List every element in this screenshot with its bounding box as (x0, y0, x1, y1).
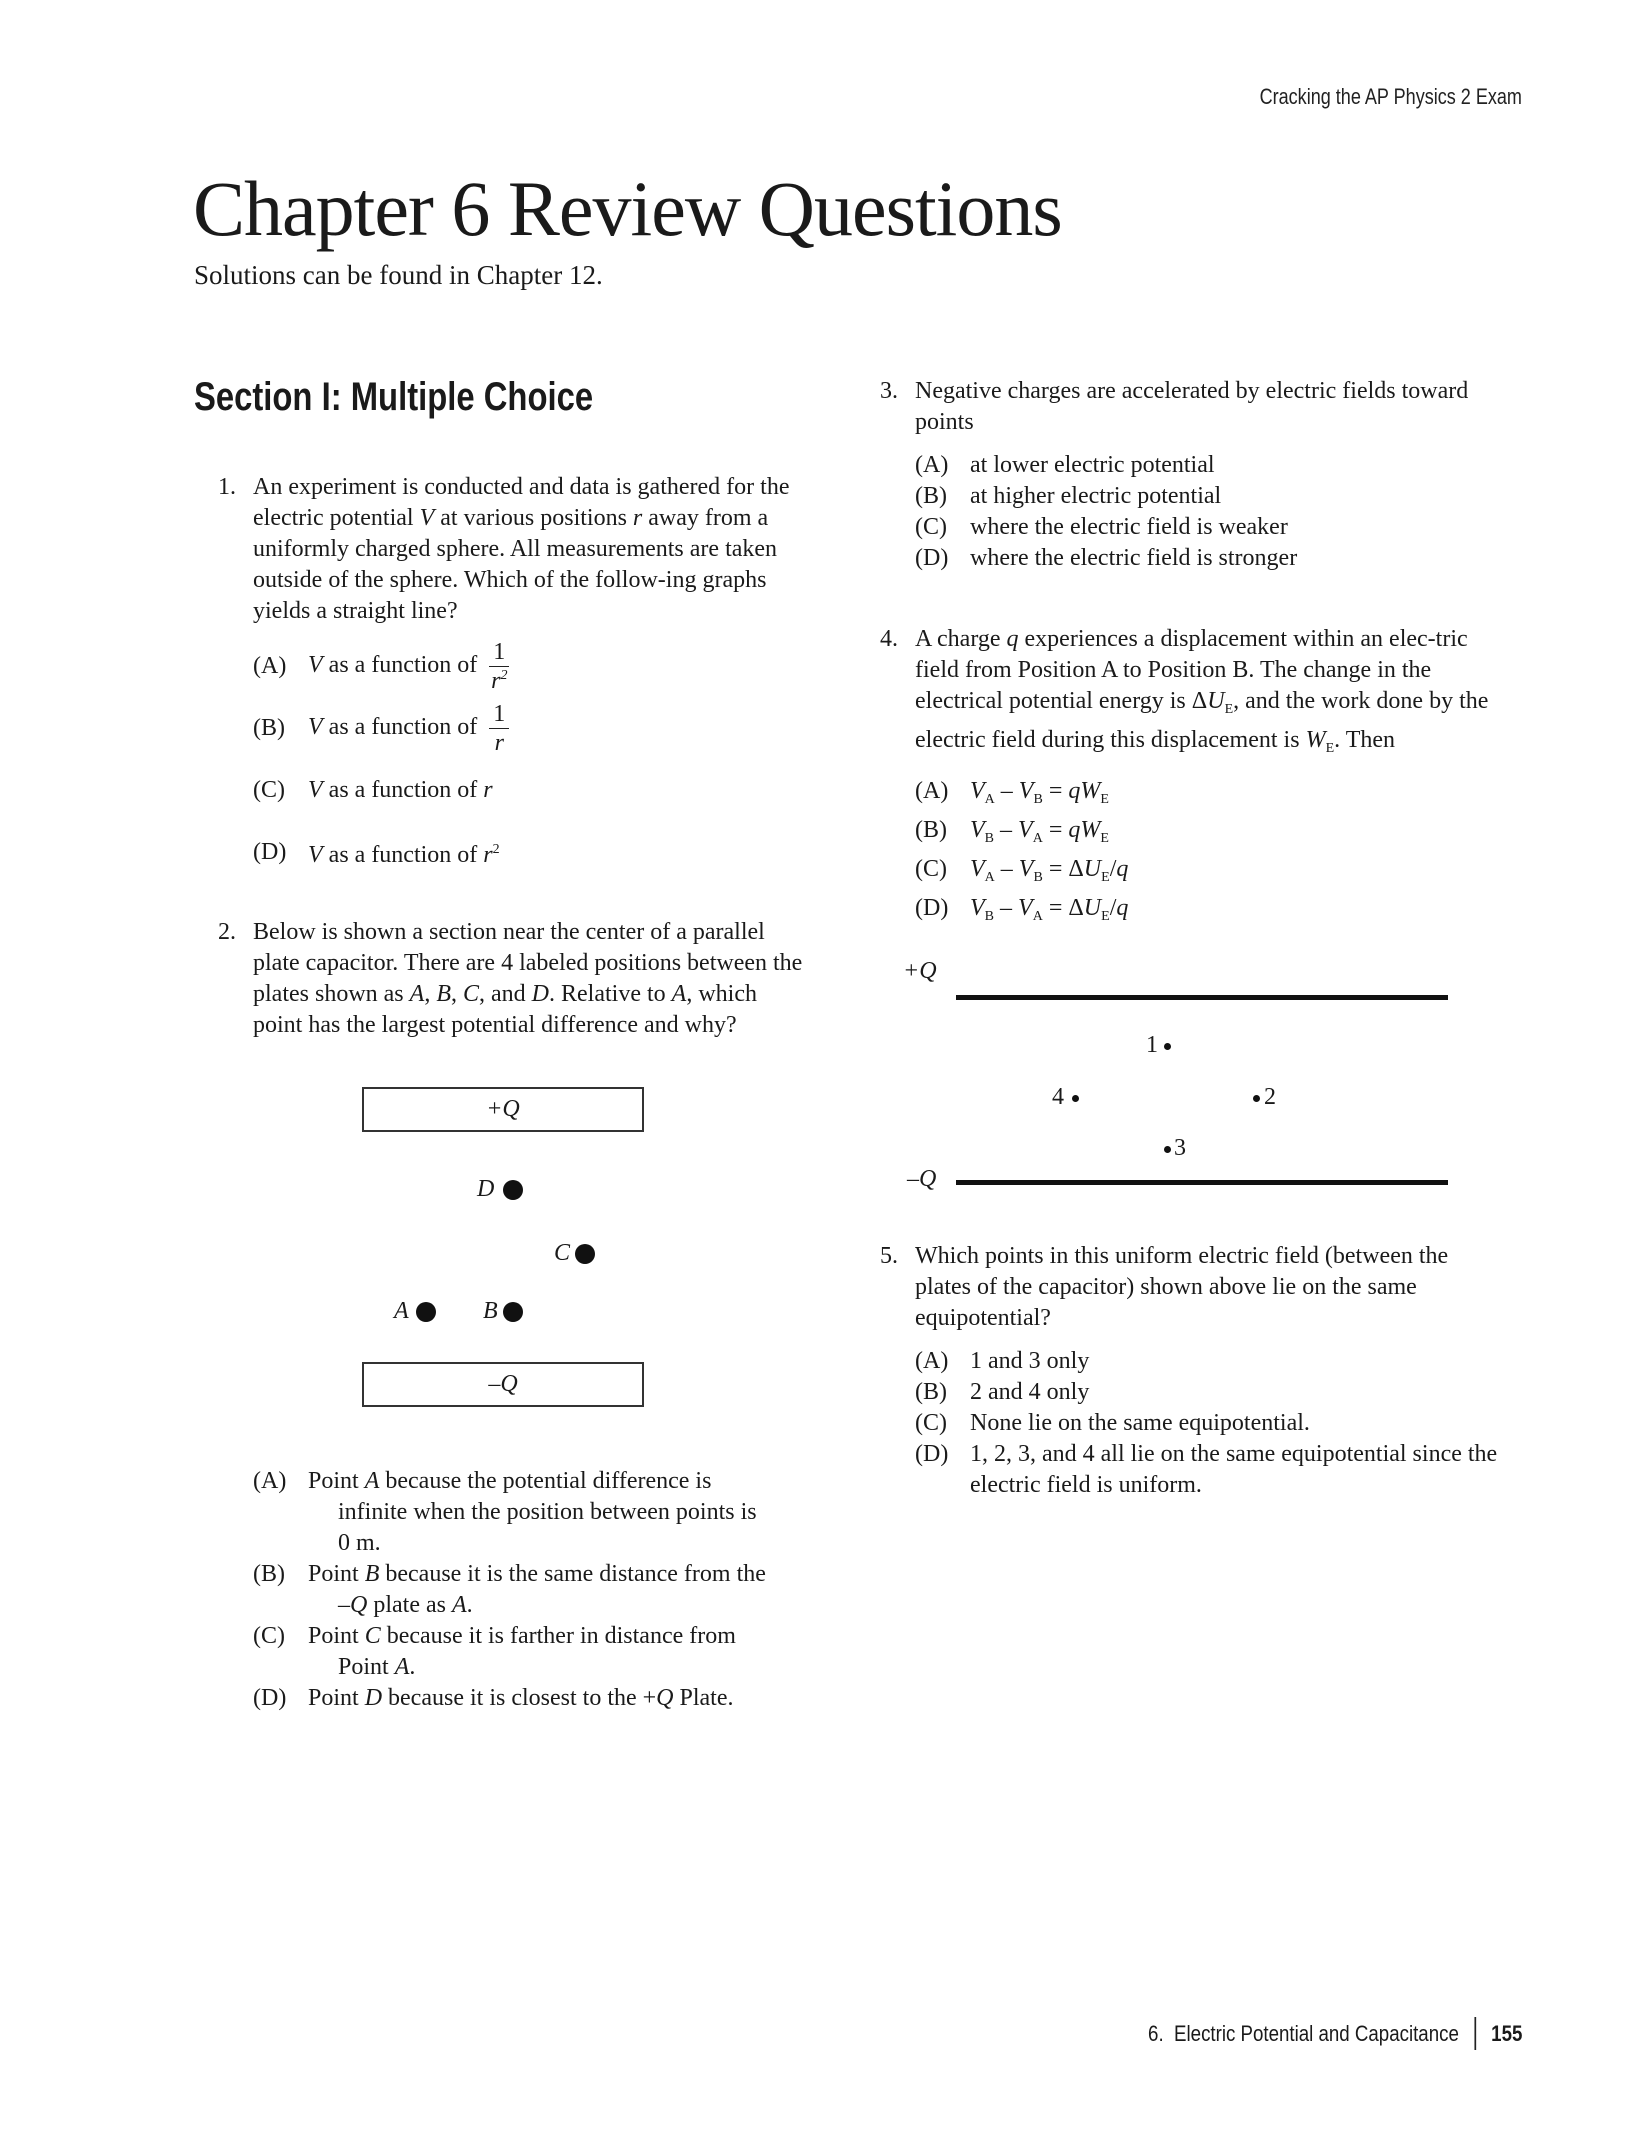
point-a-dot (416, 1302, 436, 1322)
running-header: Cracking the AP Physics 2 Exam (1259, 84, 1522, 109)
option-c[interactable]: (C) V as a function of r (253, 776, 493, 803)
question-2 (218, 917, 808, 1041)
option-b[interactable]: (B) V as a function of $\frac{1}{r}$ (253, 697, 798, 759)
section-heading: Section I: Multiple Choice (194, 375, 594, 419)
point-c-dot (575, 1244, 595, 1264)
question-1 (218, 472, 798, 883)
point-d-dot (503, 1180, 523, 1200)
point-1-dot (1164, 1043, 1171, 1050)
question-number: 1. (218, 474, 236, 500)
option-b[interactable]: (B) 2 and 4 only (915, 1379, 1090, 1405)
footer-chapter: 6. Electric Potential and Capacitance (1147, 2020, 1459, 2046)
point-label-4: 4 (1052, 1084, 1064, 1110)
point-2-dot (1253, 1095, 1260, 1102)
question-number: 2. (218, 919, 236, 945)
question-text: A charge q experiences a displacement within an elec-tric field from Position A to Position B. The change in the electrical potential energy is $\Delta U_E$, and the work done by the electric field during this displacement is $W_E$. Then (915, 626, 1489, 756)
question-text: Below is shown a section near the center of a parallel plate capacitor. There are 4 labeled positions between the plates shown as A, B, C, and D. Relative to A, which point has the largest potential difference and why? (253, 919, 803, 1038)
question-text: Negative charges are accelerated by electric fields toward points (915, 378, 1469, 435)
answer-options (915, 450, 1500, 574)
answer-options (915, 776, 1500, 932)
page-number: 155 (1490, 2020, 1522, 2046)
option-a[interactable]: (A) $V_A - V_B = qW_E$ (915, 778, 1109, 807)
positive-plate: +Q (362, 1087, 644, 1132)
question-5 (880, 1241, 1500, 1501)
page-footer (1148, 2017, 1522, 2050)
option-a[interactable]: (A) V as a function of $\frac{1}{r^2}$ (253, 638, 508, 694)
question-2-options (253, 1466, 813, 1714)
point-b-dot (503, 1302, 523, 1322)
option-c[interactable]: (C) $V_A - V_B = \Delta U_E/q$ (915, 856, 1129, 885)
option-c[interactable]: (C) None lie on the same equipotential. (915, 1410, 1310, 1436)
chapter-title: Chapter 6 Review Questions (193, 165, 1062, 252)
question-number: 4. (880, 626, 898, 652)
positive-plate-line (956, 995, 1448, 1000)
question-number: 5. (880, 1243, 898, 1269)
option-a[interactable]: (A) at lower electric potential (915, 452, 1215, 478)
point-label-1: 1 (1146, 1032, 1158, 1058)
question-3 (880, 376, 1500, 574)
option-b[interactable]: (B) at higher electric potential (915, 483, 1222, 509)
point-label-c: C (554, 1240, 571, 1266)
positive-plate-label: +Q (903, 958, 937, 984)
question-number: 3. (880, 378, 898, 404)
negative-plate-label: –Q (907, 1166, 937, 1192)
option-d[interactable]: (D) 1, 2, 3, and 4 all lie on the same equipotential since the electric field is uniform. (915, 1441, 1498, 1498)
question-text: An experiment is conducted and data is gathered for the electric potential V at various positions r away from a uniformly charged sphere. All measurements are taken outside of the sphere. Which of the follow-ing graphs yields a straight line? (253, 474, 790, 624)
point-label-2: 2 (1264, 1084, 1276, 1110)
option-b[interactable]: (B) $V_B - V_A = qW_E$ (915, 817, 1109, 846)
option-a[interactable]: (A) 1 and 3 only (915, 1348, 1090, 1374)
point-label-b: B (483, 1298, 498, 1324)
option-d[interactable]: (D) where the electric field is stronger (915, 545, 1298, 571)
option-c[interactable]: (C) Point C because it is farther in distance from Point A. (253, 1623, 736, 1680)
point-3-dot (1164, 1146, 1171, 1153)
option-d[interactable]: (D) $V_B - V_A = \Delta U_E/q$ (915, 895, 1129, 924)
point-label-3: 3 (1174, 1135, 1186, 1161)
chapter-subtitle: Solutions can be found in Chapter 12. (194, 260, 603, 290)
footer-divider (1474, 2017, 1476, 2050)
question-4 (880, 624, 1500, 932)
option-a[interactable]: (A) Point A because the potential difference is infinite when the position between points is 0 m. (253, 1468, 757, 1556)
negative-plate-line (956, 1180, 1448, 1185)
option-d[interactable]: (D) V as a function of $r^2$ (253, 838, 500, 868)
negative-plate: –Q (362, 1362, 644, 1407)
point-label-d: D (477, 1176, 495, 1202)
point-4-dot (1072, 1095, 1079, 1102)
option-b[interactable]: (B) Point B because it is the same distance from the –Q plate as A. (253, 1561, 766, 1618)
option-c[interactable]: (C) where the electric field is weaker (915, 514, 1288, 540)
option-d[interactable]: (D) Point D because it is closest to the +Q Plate. (253, 1685, 734, 1711)
point-label-a: A (394, 1298, 409, 1324)
question-text: Which points in this uniform electric field (between the plates of the capacitor) shown above lie on the same equipotential? (915, 1243, 1449, 1331)
answer-options (253, 635, 798, 883)
answer-options (915, 1346, 1500, 1501)
